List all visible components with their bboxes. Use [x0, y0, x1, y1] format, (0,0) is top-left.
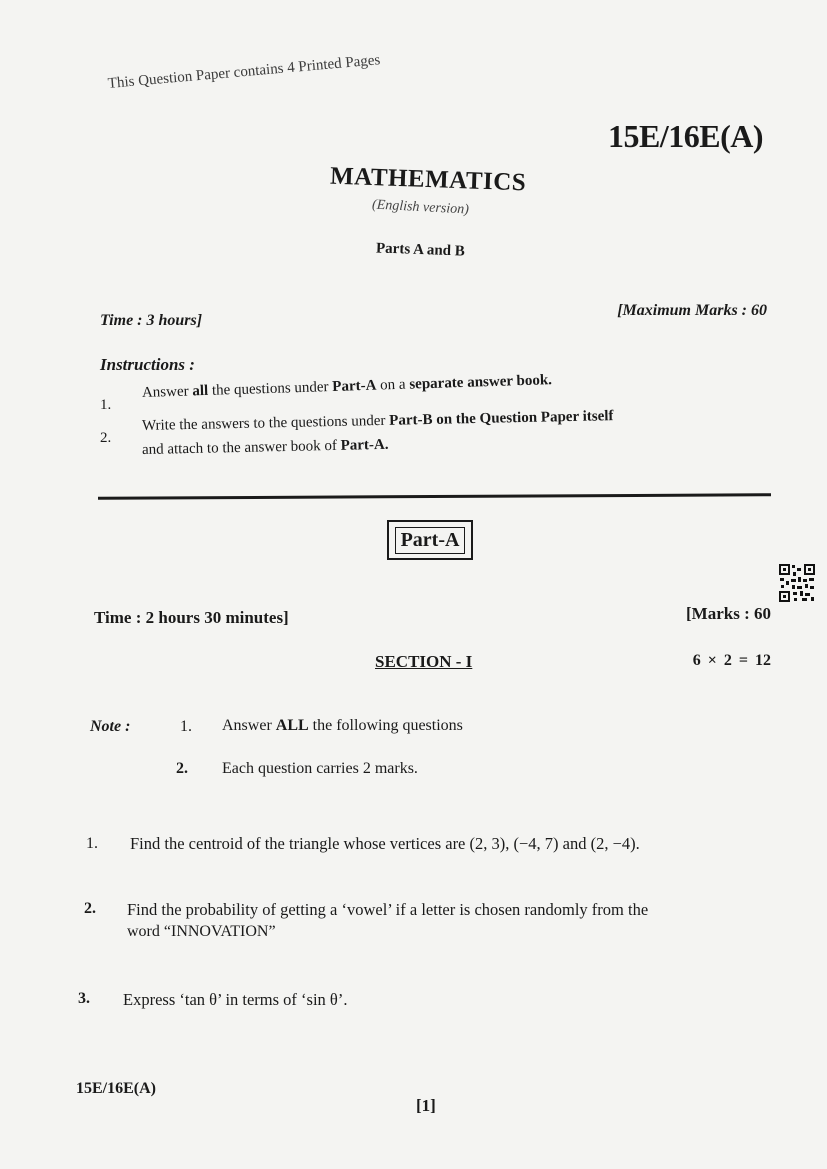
note-emphasis: ALL	[275, 717, 309, 734]
question-1-text: Find the centroid of the triangle whose vertices are (2, 3), (−4, 7) and (2, −4).	[130, 834, 640, 853]
instruction-text: Answer	[141, 383, 193, 401]
printed-pages-note: This Question Paper contains 4 Printed Pages	[107, 52, 381, 92]
instruction-text: Write the answers to the questions under	[141, 412, 390, 434]
instruction-emphasis: Part-A.	[340, 436, 389, 454]
instruction-1	[142, 372, 552, 402]
total-time: Time : 3 hours]	[100, 312, 203, 329]
note-number: 1.	[180, 718, 192, 735]
part-a-time: Time : 2 hours 30 minutes]	[94, 608, 289, 627]
part-a-label: Part-A	[395, 527, 466, 554]
note-item-2: Each question carries 2 marks.	[222, 760, 418, 777]
question-3-text: Express ‘tan θ’ in terms of ‘sin θ’.	[123, 990, 348, 1009]
instruction-text: and attach to the answer book of	[141, 437, 341, 458]
subject-title: MATHEMATICS	[329, 162, 527, 197]
note-item-1	[222, 717, 463, 735]
part-a-marks: [Marks : 60	[686, 604, 771, 623]
instruction-emphasis: Part-A	[332, 377, 377, 396]
question-2-text-line-1: Find the probability of getting a ‘vowel’ if a letter is chosen randomly from the	[127, 900, 649, 919]
question-number: 3.	[78, 990, 90, 1007]
instruction-number: 1.	[100, 397, 112, 413]
note-text: Answer	[222, 717, 276, 734]
instruction-text: on a	[376, 376, 410, 394]
qr-code-icon	[778, 563, 816, 603]
section-title: SECTION - I	[375, 652, 473, 671]
section-marks: 6 × 2 = 12	[692, 652, 771, 669]
paper-code: 15E/16E(A)	[608, 118, 763, 154]
instruction-2-line-2	[142, 437, 389, 459]
question-number: 2.	[84, 900, 96, 917]
note-label: Note :	[90, 718, 131, 735]
section-divider	[98, 493, 771, 500]
footer-paper-code: 15E/16E(A)	[76, 1080, 156, 1097]
version-label: (English version)	[371, 197, 470, 218]
question-number: 1.	[86, 835, 98, 852]
parts-label: Parts A and B	[375, 240, 466, 260]
note-text: the following questions	[308, 717, 463, 734]
instruction-text: the questions under	[207, 379, 333, 399]
instruction-emphasis: Part-B on the Question Paper itself	[389, 408, 614, 429]
question-2-text-line-2: word “INNOVATION”	[127, 923, 276, 940]
instruction-emphasis: all	[192, 382, 209, 400]
instruction-2-line-1	[142, 408, 614, 435]
instruction-number: 2.	[100, 430, 112, 446]
instruction-emphasis: separate answer book.	[409, 372, 553, 393]
page-number: [1]	[416, 1096, 436, 1115]
maximum-marks: [Maximum Marks : 60	[617, 302, 767, 319]
note-number: 2.	[176, 760, 188, 777]
part-a-heading	[387, 520, 473, 560]
instructions-title: Instructions :	[100, 355, 195, 374]
